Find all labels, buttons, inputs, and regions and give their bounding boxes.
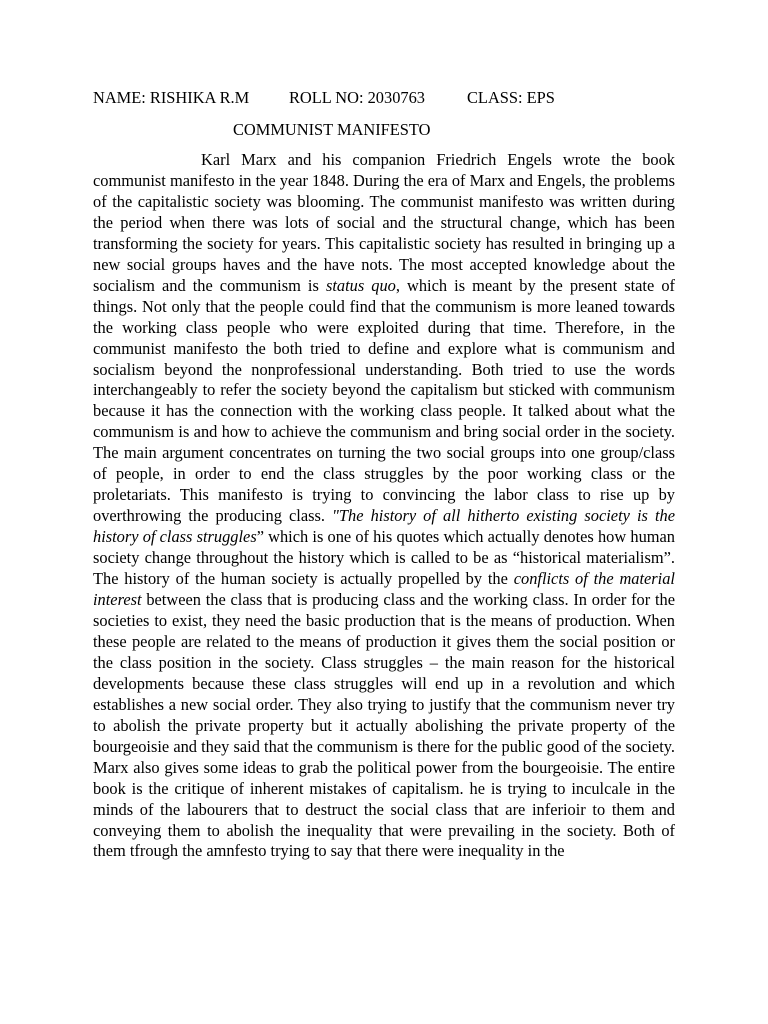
text-run: ” which is one of his quotes which actually denotes how human society change throughout the history which is called to be as “historical materialism”. The history of the human society is actually propelled by the xyxy=(93,527,675,589)
student-name: NAME: RISHIKA R.M xyxy=(93,88,250,107)
text-run: , which is meant by the present state of things. Not only that the people could find that the communism is more leaned towards the working class people who were exploited during that time. Therefore, in the communist manifesto the both tried to define and explore what is communism and socialism beyond the nonprofessional understanding. Both tried to use the words interchangeably to refer the society beyond the capitalism but sticked with communism because it has the connection with the working class people. It talked about what the communism is and how to achieve the communism and bring social order in the society. The main argument concentrates on turning the two social groups into one group/class of people, in order to end the class struggles by the poor working class or the proletariats. This manifesto is trying to convincing the labor class to rise up by overthrowing the producing class. xyxy=(93,275,675,526)
document-title: COMMUNIST MANIFESTO xyxy=(233,120,431,139)
text-run: Karl Marx and his companion Friedrich Engels wrote the book communist manifesto in the year 1848. During the era of Marx and Engels, the problems of the capitalistic society was blooming. The communist manifesto was written during the period when there was lots of social and the structural change, which has been transforming the society for years. This capitalistic society has resulted in bringing up a new social groups haves and the have nots. The most accepted knowledge about the socialism and the communism is xyxy=(93,150,675,295)
body-paragraph xyxy=(93,150,675,862)
roll-number: ROLL NO: 2030763 xyxy=(289,88,425,107)
italic-text-run: conflicts of the material interest xyxy=(93,569,675,610)
italic-text-run: status quo xyxy=(325,275,396,295)
class-label: CLASS: EPS xyxy=(467,88,555,107)
student-header xyxy=(93,88,555,108)
italic-quote: "The history of all hitherto existing society is the history of class struggles xyxy=(93,506,675,547)
text-run: between the class that is producing class and the working class. In order for the societies to exist, they need the basic production that is the means of production. When these people are related to the means of production it gives them the social position or the class position in the society. Class struggles – the main reason for the historical developments because these class struggles will end up in a revolution and which establishes a new social order. They also trying to justify that the communism never try to abolish the private property but it actually abolishing the private property of the bourgeoisie and they said that the communism is there for the public good of the society. Marx also gives some ideas to grab the political power from the bourgeoisie. The entire book is the critique of inherent mistakes of capitalism. he is trying to inculcale in the minds of the labourers that to destruct the social class that are inferioir to them and conveying them to abolish the inequality that were prevailing in the society. Both of them tfrough the amnfesto trying to say that there were inequality in the xyxy=(93,590,675,861)
